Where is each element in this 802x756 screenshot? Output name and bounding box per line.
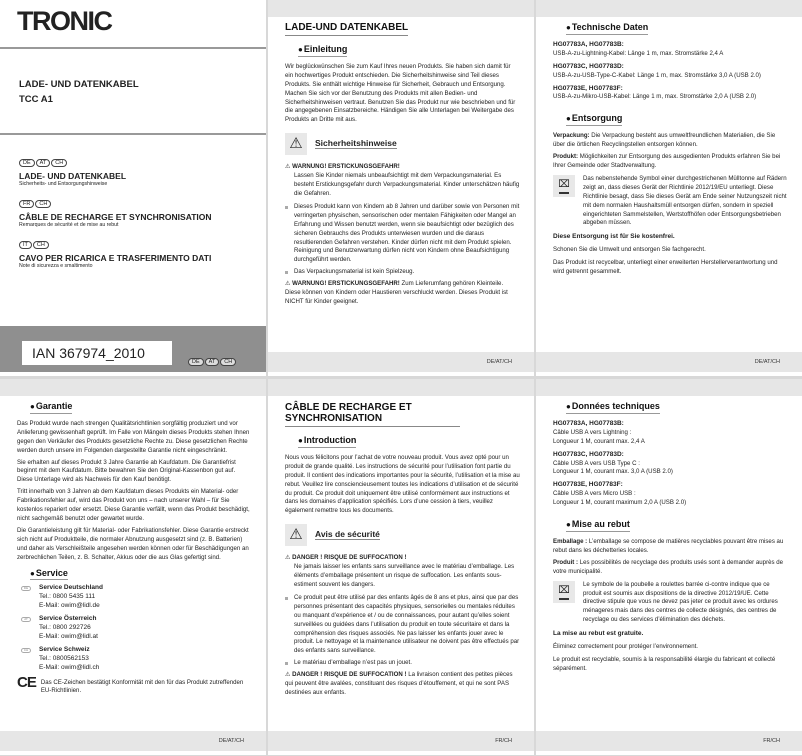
ce-notice — [17, 673, 252, 697]
warning-block — [285, 671, 520, 698]
product-label: Produkt: — [553, 153, 579, 161]
page-footer: FR/CH — [536, 731, 802, 751]
language-fr — [19, 192, 212, 228]
language-subtitle: Sicherheits- und Entsorgungshinweise — [19, 181, 108, 187]
warning-text: Zum Lieferumfang gehören Kleinteile. Diese können von Kindern oder Haustieren verschluckt werden. Dieses Produkt ist NICHT für Kinder geeignet. — [285, 280, 508, 305]
safety-heading-row — [285, 133, 520, 155]
spec-model: HG07783A, HG07783B: — [553, 419, 624, 427]
service-phone: Tel.: 0800 292726 — [39, 624, 91, 632]
page-footer: FR/CH — [268, 731, 534, 751]
language-it — [19, 233, 212, 269]
country-badge: FR — [19, 200, 34, 208]
spec-description: USB-A-zu-Mikro-USB-Kabel: Länge 1 m, max. Stromstärke 2,0 A (USB 2.0) — [553, 93, 757, 101]
country-badge: AT — [205, 358, 220, 366]
service-list — [17, 584, 252, 672]
packaging-text: Die Verpackung besteht aus umweltfreundlichen Materialien, die Sie über die örtlichen Recyclingstellen entsorgen können. — [553, 132, 776, 149]
page-header-band — [268, 379, 534, 396]
free-disposal-text: Diese Entsorgung ist für Sie kostenfrei. — [553, 233, 675, 241]
spec-description: USB-A-zu-USB-Type-C-Kabel: Länge 1 m, max. Stromstärke 3,0 A (USB 2.0) — [553, 71, 761, 79]
bullet-item: Le matériau d’emballage n’est pas un jouet. — [285, 659, 520, 668]
spec-item — [553, 41, 788, 59]
warning-triangle-icon: ⚠ — [285, 524, 307, 546]
service-name: Service Deutschland — [39, 584, 103, 592]
language-subtitle: Note di sicurezza e smaltimento — [19, 263, 93, 269]
country-badge: IT — [19, 241, 32, 249]
intro-text: Wir beglückwünschen Sie zum Kauf Ihres neuen Produkts. Sie haben sich damit für ein hochwertiges Produkt entschieden. Die Sicherheitshinweise sind Teil dieses Produkts. Sie enthält wichtige Hinweise für Sicherheit, Gebrauch und Entsorgung. Machen Sie sich vor der Benutzung des Produkts mit allen Bedien- und Sicherheitshinweisen vertraut. Benutzen Sie das Produkt nur wie beschrieben und für die angegebenen Einsatzbereiche. Händigen Sie alle Unterlagen bei Weitergabe des Produkts an Dritte mit aus. — [285, 62, 516, 124]
page-footer: DE/AT/CH — [0, 731, 266, 751]
spec-description: Longueur 1 M, courant maximum 2,0 A (USB 2.0) — [553, 499, 687, 507]
language-list — [19, 151, 212, 274]
free-disposal-text: La mise au rebut est gratuite. — [553, 630, 644, 638]
packaging-disposal — [553, 538, 788, 556]
divider — [0, 133, 266, 135]
country-flag-icon: CH — [21, 648, 31, 653]
service-details — [39, 646, 99, 673]
service-details — [39, 584, 103, 611]
tech-page-fr — [536, 379, 802, 755]
warning-icon: ⚠ — [285, 671, 293, 679]
crossed-bin-icon: ⌧ — [553, 175, 575, 197]
packaging-text: L’emballage se compose de matières recyclables pouvant être mises au rebut dans les déchetteries locales. — [553, 537, 784, 554]
intro-text: Nous vous félicitons pour l’achat de votre nouveau produit. Vous avez opté pour un produit de grande qualité. Les instructions de sécurité pour l’utilisation font partie du produit. Il contient des indications importantes pour la sécurité, l’utilisation et la mise au rebut. Veuillez lire consciencieusement toutes les indications d’utilisation et de sécurité du produit. Ce produit doit uniquement être utilisé conformément aux instructions et dans les domaines d’application spécifiés. Lors d’une cession à tiers, veuillez également remettre tous les documents. — [285, 453, 520, 515]
spec-description: Longueur 1 M, courant max. 2,4 A — [553, 437, 645, 445]
page-content — [268, 396, 534, 698]
language-title: LADE- UND DATENKABEL — [19, 171, 127, 181]
warning-icon: ⚠ — [285, 554, 293, 562]
packaging-disposal — [553, 132, 788, 150]
spec-description: Longueur 1 M, courant max. 3,0 A (USB 2.0) — [553, 468, 673, 476]
product-text: Möglichkeiten zur Entsorgung des ausgedienten Produkts erfahren Sie bei Ihrer Gemeinde oder Stadtverwaltung. — [553, 153, 781, 169]
warning-block — [285, 163, 520, 199]
disposal-heading: ● Entsorgung — [566, 114, 622, 126]
page-content — [536, 396, 802, 674]
spec-description: Câble USB A vers USB Type C : — [553, 459, 640, 467]
country-badge: CH — [35, 200, 51, 208]
warning-block — [285, 280, 520, 307]
page-header-band — [536, 379, 802, 396]
page-header-band — [536, 0, 802, 17]
warning-block — [285, 554, 520, 590]
language-title: CÂBLE DE RECHARGE ET SYNCHRONISATION — [19, 212, 212, 222]
spec-item — [553, 420, 788, 447]
safety-heading-row — [285, 524, 520, 546]
page-header-band — [268, 0, 534, 17]
packaging-label: Verpackung: — [553, 132, 590, 140]
product-disposal — [553, 559, 788, 577]
service-name: Service Schweiz — [39, 645, 90, 653]
product-label: Produit : — [553, 558, 579, 566]
bullet-item: Ce produit peut être utilisé par des enfants âgés de 8 ans et plus, ainsi que par des personnes présentant des capacités physiques, sensorielles ou mentales réduites ou manquant d’expérience et / ou de connaissances, pour autant qu’elles soient surveillées ou guidées dans l’utilisation du produit en toute sécuritaire et dans la compréhension des risques associés. Ne pas laisser les enfants jouer avec le produit. Le nettoyage et la maintenance utilisateur ne doivent pas être effectués par des enfants sans surveillance. — [285, 594, 520, 656]
recycle-text: Das Produkt ist recycelbar, unterliegt einer erweiterten Herstellerverantwortung und wird getrennt gesammelt. — [553, 259, 778, 276]
warning-text: Ne jamais laisser les enfants sans surveillance avec le matériau d’emballage. Les éléments d’emballage présentent un risque de suffocation. Les enfants sous-estiment souvent les dangers. — [294, 563, 515, 588]
weee-notice — [553, 581, 788, 626]
warning-title: WARNUNG! ERSTICKUNGSGEFAHR! — [292, 280, 400, 288]
warning-title: WARNUNG! ERSTICKUNGSGEFAHR! — [292, 163, 400, 171]
tech-heading: ● Données techniques — [566, 402, 660, 414]
weee-text: Das nebenstehende Symbol einer durchgestrichenen Mülltonne auf Rädern zeigt an, dass dieses Gerät der Richtlinie 2012/19/EU unterliegt. Diese Richtlinie besagt, dass Sie dieses Gerät am Ende seiner Nutzungszeit nicht mit dem normalen Haushaltsmüll entsorgen dürfen, sondern in speziell eingerichteten Sammelstellen, Wertstoffhöfen oder Entsorgungsbetrieben abgeben müssen. — [583, 174, 787, 227]
spec-description: USB-A-zu-Lightning-Kabel: Länge 1 m, max. Stromstärke 2,4 A — [553, 49, 724, 57]
spec-model: HG07783E, HG07783F: — [553, 84, 623, 92]
ian-number: IAN 367974_2010 — [22, 341, 172, 365]
spec-item — [553, 85, 788, 103]
section-title: LADE-UND DATENKABEL — [285, 23, 408, 36]
service-entry — [17, 584, 252, 611]
spec-item — [553, 451, 788, 478]
country-badge: CH — [51, 159, 67, 167]
intro-heading: ● Einleitung — [298, 45, 347, 57]
ce-text: Das CE-Zeichen bestätigt Konformität mit den für das Produkt zutreffenden EU-Richtlinien. — [40, 678, 244, 695]
country-badge: DE — [188, 358, 204, 366]
intro-heading: ● Introduction — [298, 436, 356, 448]
warning-text: Lassen Sie Kinder niemals unbeaufsichtigt mit dem Verpackungsmaterial. Es besteht Erstickungsgefahr durch Verpackungsmaterial. Kinder unterschätzen häufig die Gefahren. — [294, 172, 520, 197]
language-title: CAVO PER RICARICA E TRASFERIMENTO DATI — [19, 253, 212, 263]
page-content — [0, 396, 266, 696]
tech-heading: ● Technische Daten — [566, 23, 648, 35]
spec-model: HG07783C, HG07783D: — [553, 62, 624, 70]
country-badge: CH — [33, 241, 49, 249]
safety-page-de — [268, 0, 534, 376]
service-email: E-Mail: owim@lidl.ch — [39, 663, 100, 671]
spec-description: Câble USB A vers Lightning : — [553, 428, 632, 436]
warning-icon: ⚠ — [285, 280, 293, 288]
warning-text: La livraison contient des petites pièces qui peuvent être avalées, constituant des risques d’étouffement, et qui ne sont PAS destinées aux enfants. — [285, 671, 513, 696]
country-badge: DE — [19, 159, 35, 167]
ce-mark-icon: CE — [17, 673, 36, 691]
service-entry — [17, 615, 252, 642]
spec-model: HG07783A, HG07783B: — [553, 40, 624, 48]
service-phone: Tel.: 0800 5435 111 — [39, 593, 96, 601]
divider — [0, 47, 266, 49]
safety-heading: Avis de sécurité — [315, 529, 380, 540]
spec-item — [553, 63, 788, 81]
warranty-heading: ● Garantie — [30, 402, 72, 414]
bullet-item: Dieses Produkt kann von Kindern ab 8 Jahren und darüber sowie von Personen mit verringerten physischen, sensorischen oder mentalen Fähigkeiten oder Mangel an Erfahrung und Wissen benutzt werden, wenn sie beaufsichtigt oder bezüglich des sicheren Gebrauchs des Produkts unterwiesen wurden und die daraus resultierenden Gefahren verstehen. Kinder dürfen nicht mit dem Produkt spielen. Reinigung und Benutzerwartung dürfen nicht von Kindern ohne Beaufsichtigung durchgeführt werden. — [285, 203, 520, 265]
page-footer: DE/AT/CH — [268, 352, 534, 372]
packaging-label: Emballage : — [553, 537, 588, 545]
ian-badges — [188, 350, 237, 368]
page-content — [268, 17, 534, 307]
service-name: Service Österreich — [39, 615, 97, 623]
model-number: TCC A1 — [19, 94, 53, 105]
weee-notice — [553, 175, 788, 228]
country-badge: AT — [36, 159, 51, 167]
spec-model: HG07783E, HG07783F: — [553, 481, 623, 489]
country-badge: CH — [220, 358, 236, 366]
safety-page-fr — [268, 379, 534, 755]
section-title: CÂBLE DE RECHARGE ET SYNCHRONISATION — [285, 402, 460, 427]
page-header-band — [0, 379, 266, 396]
disposal-heading: ● Mise au rebut — [566, 520, 630, 532]
spec-description: Câble USB A vers Micro USB : — [553, 490, 636, 498]
spec-item — [553, 481, 788, 508]
language-de — [19, 151, 212, 187]
warning-triangle-icon: ⚠ — [285, 133, 307, 155]
page-content — [536, 17, 802, 277]
service-details — [39, 615, 98, 642]
service-heading: ● Service — [30, 569, 68, 581]
tech-page-de — [536, 0, 802, 376]
warranty-paragraph: Das Produkt wurde nach strengen Qualitätsrichtlinien sorgfältig produziert und vor Anlieferung gewissenhaft geprüft. Im Falle von Mängeln dieses Produkts stehen Ihnen gegen den Verkäufer des Produkts gesetzliche Rechte zu. Diese gesetzlichen Rechte werden durch unsere im Folgenden dargestellte Garantie nicht eingeschränkt. — [17, 419, 250, 454]
service-email: E-Mail: owim@lidl.at — [39, 632, 98, 640]
spec-model: HG07783C, HG07783D: — [553, 450, 624, 458]
country-flag-icon: AT — [21, 617, 31, 622]
language-subtitle: Remarques de sécurité et de mise au rebut — [19, 222, 119, 228]
bullet-item: Das Verpackungsmaterial ist kein Spielzeug. — [285, 268, 520, 277]
page-footer: DE/AT/CH — [536, 352, 802, 372]
environment-text: Éliminez correctement pour protéger l’environnement. — [553, 643, 698, 651]
warning-title: DANGER ! RISQUE DE SUFFOCATION ! — [292, 554, 407, 562]
product-title: LADE- UND DATENKABEL — [19, 79, 139, 90]
cover-page — [0, 0, 266, 376]
product-text: Les possibilités de recyclage des produits usés sont à demander auprès de votre municipalité. — [553, 558, 784, 575]
crossed-bin-icon: ⌧ — [553, 581, 575, 603]
cover-title — [19, 77, 139, 107]
warranty-paragraph: Tritt innerhalb von 3 Jahren ab dem Kaufdatum dieses Produkts ein Material- oder Fabrikationsfehler auf, wird das Produkt von uns – nach unserer Wahl – für Sie kostenlos repariert oder ersetzt. Diese Garantie verfällt, wenn das Produkt beschädigt, nicht sachgemäß benutzt oder gewartet wurde. — [17, 488, 250, 522]
service-phone: Tel.: 0800562153 — [39, 654, 89, 662]
warranty-paragraph: Sie erhalten auf dieses Produkt 3 Jahre Garantie ab Kaufdatum. Die Garantiefrist beginnt mit dem Kaufdatum. Bitte bewahren Sie den Original-Kassenbon gut auf. Diese Unterlage wird als Nachweis für den Kauf benötigt. — [17, 458, 236, 484]
environment-text: Schonen Sie die Umwelt und entsorgen Sie fachgerecht. — [553, 246, 706, 254]
recycle-text: Le produit est recyclable, soumis à la responsabilité élargie du fabricant et collecté séparément. — [553, 655, 776, 672]
warning-title: DANGER ! RISQUE DE SUFFOCATION ! — [292, 671, 407, 679]
weee-text: Le symbole de la poubelle a roulettes barrée ci-contre indique que ce produit est soumis aux dispositions de la directive 2012/19/UE. Cette directive stipule que vous ne devez pas jeter ce produit avec les ordures ménageres mais dans des centres de collecte désignés, des centres de recyclage ou des services d’élimination des déchets. — [583, 580, 778, 624]
warranty-paragraph: Die Garantieleistung gilt für Material- oder Fabrikationsfehler. Diese Garantie erstreckt sich nicht auf Produktteile, die normaler Abnutzung ausgesetzt sind (z. B. Batterien) und daher als Verschleißteile angesehen werden können oder für Beschädigungen an zerbrechlichen Teilen, z. B. Schalter, Akkus oder die aus Glas gefertigt sind. — [17, 526, 249, 561]
warranty-page — [0, 379, 266, 755]
safety-heading: Sicherheitshinweise — [315, 138, 397, 149]
tronic-logo: TRONIC — [17, 6, 112, 36]
service-email: E-Mail: owim@lidl.de — [39, 602, 100, 610]
product-disposal — [553, 153, 788, 171]
service-entry — [17, 646, 252, 673]
warning-icon: ⚠ — [285, 163, 293, 171]
country-flag-icon: DE — [21, 586, 31, 591]
